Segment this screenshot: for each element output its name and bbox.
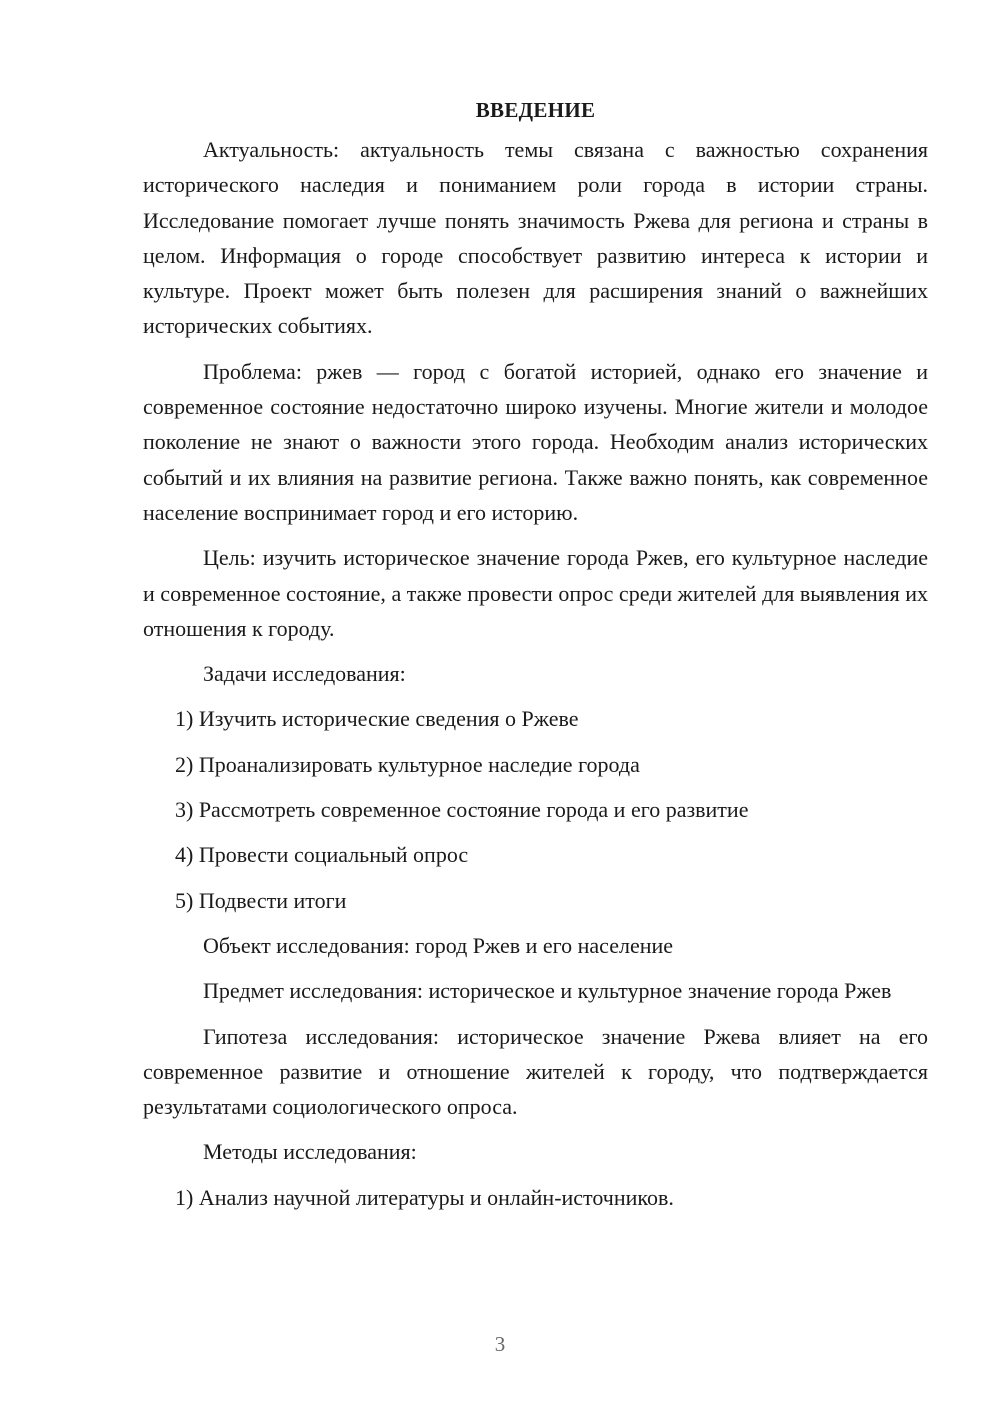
task-item: 1) Изучить исторические сведения о Ржеве (175, 706, 579, 732)
methods-heading: Методы исследования: (203, 1139, 417, 1165)
task-item: 2) Проанализировать культурное наследие города (175, 751, 640, 777)
research-hypothesis: Гипотеза исследования: историческое значение Ржева влияет на его современное развитие и отношение жителей к городу, что подтверждается результатами социологического опроса. (143, 1023, 928, 1120)
relevance-paragraph: Актуальность: актуальность темы связана с важностью сохранения исторического наследия и пониманием роли города в истории страны. Исследование помогает лучше понять значимость Ржева для региона и страны в целом. Информация о городе способствует развитию интереса к истории и культуре. Проект может быть полезен для расширения знаний о важнейших исторических событиях. (143, 137, 928, 339)
problem-paragraph: Проблема: ржев — город с богатой историей, однако его значение и современное состояние недостаточно широко изучены. Многие жители и молодое поколение не знают о важности этого города. Необходим анализ исторических событий и их влияния на развитие региона. Также важно понять, как современное население воспринимает город и его историю. (143, 358, 928, 525)
page-title: ВВЕДЕНИЕ (475, 98, 596, 122)
research-subject: Предмет исследования: историческое и культурное значение города Ржев (203, 978, 892, 1004)
goal-paragraph: Цель: изучить историческое значение города Ржев, его культурное наследие и современное состояние, а также провести опрос среди жителей для выявления их отношения к городу. (143, 545, 928, 641)
task-item: 4) Провести социальный опрос (175, 842, 469, 868)
task-item: 3) Рассмотреть современное состояние города и его развитие (175, 797, 749, 823)
method-item: 1) Анализ научной литературы и онлайн-источников. (175, 1184, 674, 1210)
tasks-heading: Задачи исследования: (203, 661, 406, 687)
research-object: Объект исследования: город Ржев и его население (203, 932, 674, 958)
task-item: 5) Подвести итоги (175, 887, 347, 913)
page-number: 3 (494, 1332, 506, 1356)
page-content (143, 88, 928, 1215)
